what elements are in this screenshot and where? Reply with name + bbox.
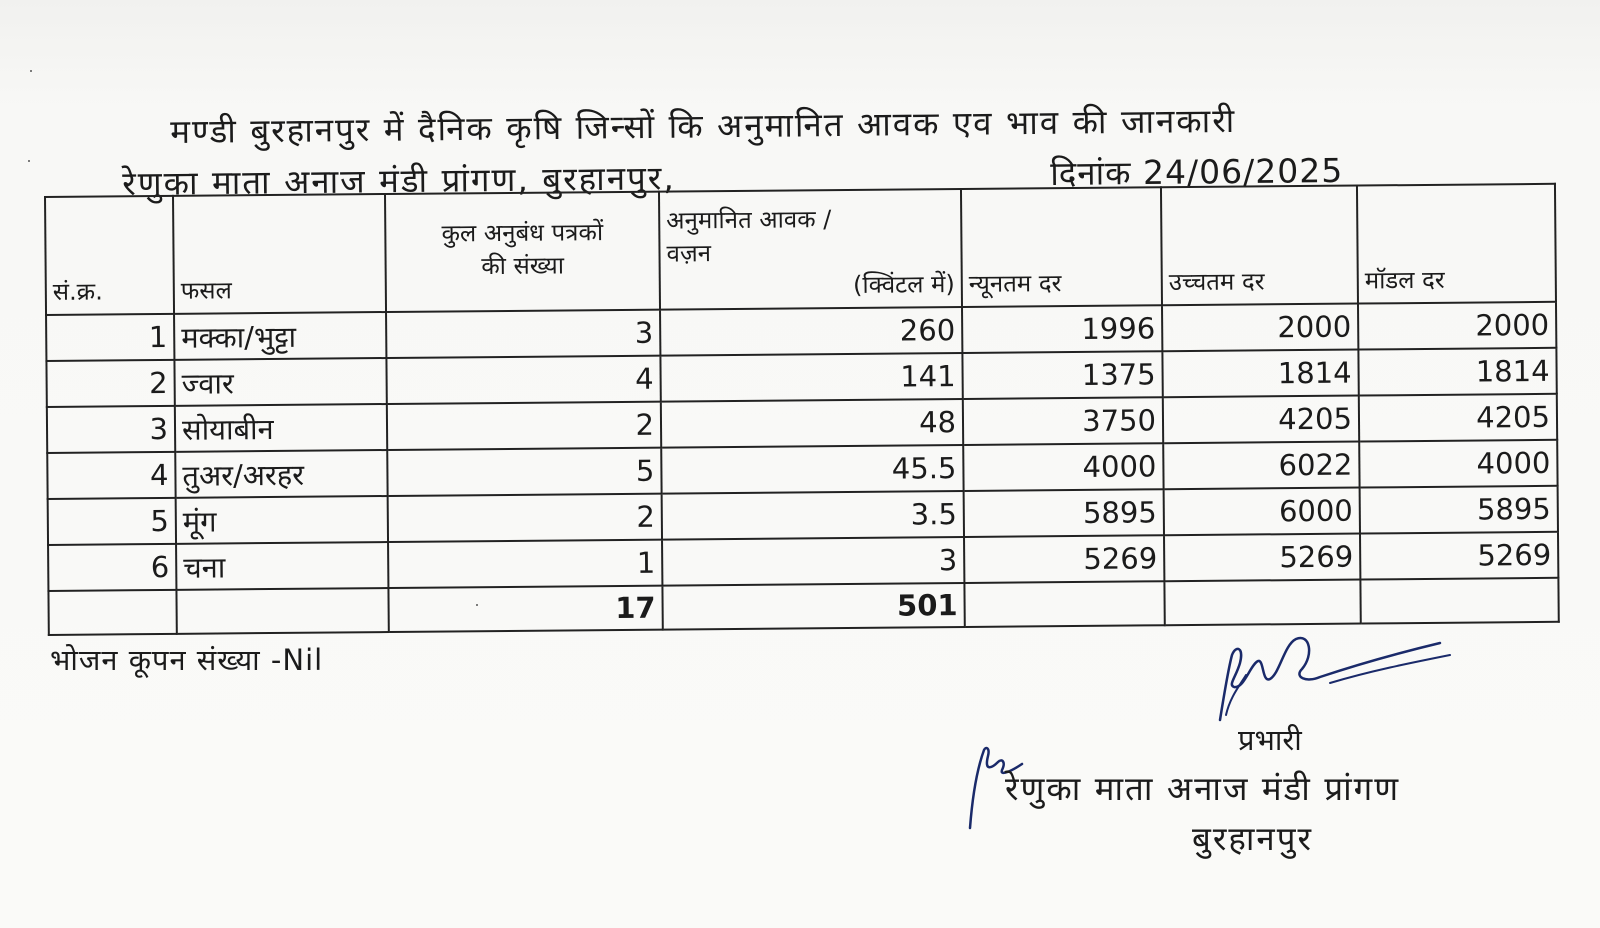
cell-total-empty xyxy=(48,590,176,635)
header-contracts-line1: कुल अनुबंध पत्रकों xyxy=(441,218,604,248)
cell-contracts: 2 xyxy=(388,494,662,542)
cell-min-rate: 5895 xyxy=(964,489,1164,537)
cell-contracts: 1 xyxy=(388,540,662,588)
cell-crop: मक्का/भुट्टा xyxy=(174,312,386,360)
cell-max-rate: 2000 xyxy=(1162,304,1358,352)
cell-sno: 6 xyxy=(48,544,176,591)
cell-total-arrival: 501 xyxy=(662,583,964,630)
cell-sno: 2 xyxy=(46,360,174,407)
cell-min-rate: 3750 xyxy=(963,397,1163,445)
cell-total-empty xyxy=(1164,580,1360,626)
cell-crop: मूंग xyxy=(176,496,388,544)
cell-arrival: 45.5 xyxy=(661,445,963,494)
cell-modal-rate: 4205 xyxy=(1359,394,1557,442)
incharge-label: प्रभारी xyxy=(1238,723,1302,757)
cell-arrival: 3.5 xyxy=(662,491,964,540)
cell-total-contracts: 17 xyxy=(388,586,662,632)
cell-modal-rate: 1814 xyxy=(1358,348,1556,396)
cell-crop: सोयाबीन xyxy=(175,404,387,452)
cell-min-rate: 1375 xyxy=(962,351,1162,399)
header-sno: सं.क्र. xyxy=(45,196,174,315)
cell-min-rate: 1996 xyxy=(962,305,1162,353)
header-arrival-line3: (क्विंटल में) xyxy=(852,270,955,299)
cell-contracts: 5 xyxy=(387,448,661,496)
cell-sno: 4 xyxy=(47,452,175,499)
header-crop: फसल xyxy=(173,194,386,314)
cell-contracts: 2 xyxy=(387,402,661,450)
cell-arrival: 48 xyxy=(661,399,963,448)
office-name: रेणुका माता अनाज मंडी प्रांगण xyxy=(1005,769,1401,808)
cell-arrival: 141 xyxy=(660,353,962,402)
document-title: मण्डी बुरहानपुर में दैनिक कृषि जिन्सों कि अनुमानित आवक एव भाव की जानकारी xyxy=(170,100,1237,151)
cell-max-rate: 5269 xyxy=(1164,534,1360,582)
cell-crop: ज्वार xyxy=(174,358,386,406)
table-header-row xyxy=(45,184,1556,315)
cell-crop: चना xyxy=(176,542,388,590)
rates-table-container xyxy=(44,183,1558,636)
header-arrival-line2: वज़न xyxy=(666,239,712,268)
cell-total-empty xyxy=(964,581,1164,627)
paper-speck xyxy=(30,70,32,72)
food-coupon-count: भोजन कूपन संख्या -Nil xyxy=(50,643,324,677)
cell-max-rate: 4205 xyxy=(1163,396,1359,444)
header-contracts xyxy=(385,192,660,312)
paper-speck xyxy=(28,160,30,162)
cell-sno: 3 xyxy=(47,406,175,453)
mandi-name: रेणुका माता अनाज मंडी प्रांगण, बुरहानपुर, xyxy=(122,158,676,203)
cell-arrival: 260 xyxy=(660,307,962,356)
cell-crop: तुअर/अरहर xyxy=(175,450,387,498)
cell-total-empty xyxy=(176,588,388,634)
report-date: दिनांक 24/06/2025 xyxy=(1050,150,1344,193)
cell-max-rate: 1814 xyxy=(1162,350,1358,398)
rates-table xyxy=(44,183,1560,636)
cell-total-empty xyxy=(1360,578,1558,624)
cell-min-rate: 4000 xyxy=(963,443,1163,491)
cell-max-rate: 6000 xyxy=(1164,488,1360,536)
office-city: बुरहानपुर xyxy=(1192,819,1313,858)
paper-speck xyxy=(476,604,478,606)
cell-sno: 5 xyxy=(48,498,176,545)
cell-modal-rate: 5269 xyxy=(1360,532,1558,580)
header-arrival-line1: अनुमानित आवक / xyxy=(666,205,832,235)
cell-min-rate: 5269 xyxy=(964,535,1164,583)
header-modal-rate: मॉडल दर xyxy=(1357,184,1556,304)
cell-max-rate: 6022 xyxy=(1163,442,1359,490)
header-contracts-line2: की संख्या xyxy=(481,251,565,281)
cell-modal-rate: 4000 xyxy=(1359,440,1557,488)
cell-arrival: 3 xyxy=(662,537,964,586)
cell-contracts: 3 xyxy=(386,310,660,358)
cell-contracts: 4 xyxy=(386,356,660,404)
cell-modal-rate: 5895 xyxy=(1360,486,1558,534)
incharge-signature xyxy=(1210,625,1460,725)
cell-sno: 1 xyxy=(46,314,174,361)
cell-modal-rate: 2000 xyxy=(1358,302,1556,350)
header-arrival xyxy=(659,189,962,310)
header-max-rate: उच्चतम दर xyxy=(1161,186,1358,306)
header-min-rate: न्यूनतम दर xyxy=(961,187,1162,307)
